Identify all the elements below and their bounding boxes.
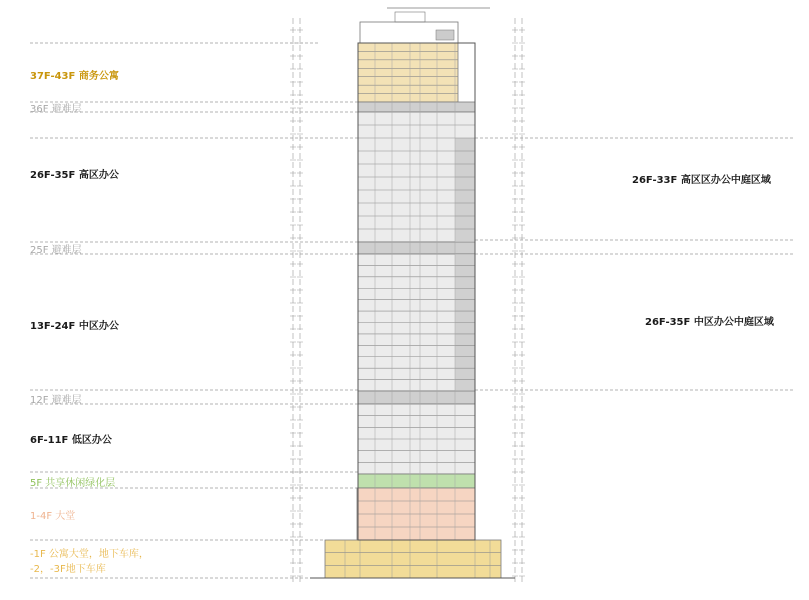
tower-elevation <box>310 8 515 578</box>
atrium-label-lower: 26F-35F 中区办公中庭区域 <box>645 317 774 328</box>
apartment-floors <box>358 43 458 102</box>
zone-label-refuge-25: 25F 避难层 <box>30 245 82 256</box>
zone-label-mid-office: 13F-24F 中区办公 <box>30 321 119 332</box>
zone-label-refuge-36: 36F 避难层 <box>30 104 82 115</box>
atrium-label-upper: 26F-33F 高区区办公中庭区域 <box>632 175 771 186</box>
zone-label-lobby: 1-4F 大堂 <box>30 511 76 522</box>
zone-label-apartments: 37F-43F 商务公寓 <box>30 71 119 82</box>
zone-label-green-floor: 5F 共享休闲绿化层 <box>30 478 116 489</box>
roof-equipment <box>436 30 454 40</box>
refuge-floor-36 <box>358 102 475 112</box>
green-floor-5 <box>358 474 475 488</box>
zone-label-basement-line-1: -1F 公寓大堂，地下车库， <box>30 549 149 560</box>
roof-equipment <box>395 12 425 22</box>
atrium-mid <box>455 254 475 390</box>
zone-label-refuge-12: 12F 避难层 <box>30 395 82 406</box>
refuge-floor-12 <box>358 391 475 404</box>
refuge-floor-25 <box>358 242 475 254</box>
zone-label-basement-line-2: -2，-3F地下车库 <box>30 564 106 575</box>
basement-floors <box>325 540 501 578</box>
zone-label-high-office: 26F-35F 高区办公 <box>30 170 119 181</box>
zone-label-low-office: 6F-11F 低区办公 <box>30 435 112 446</box>
